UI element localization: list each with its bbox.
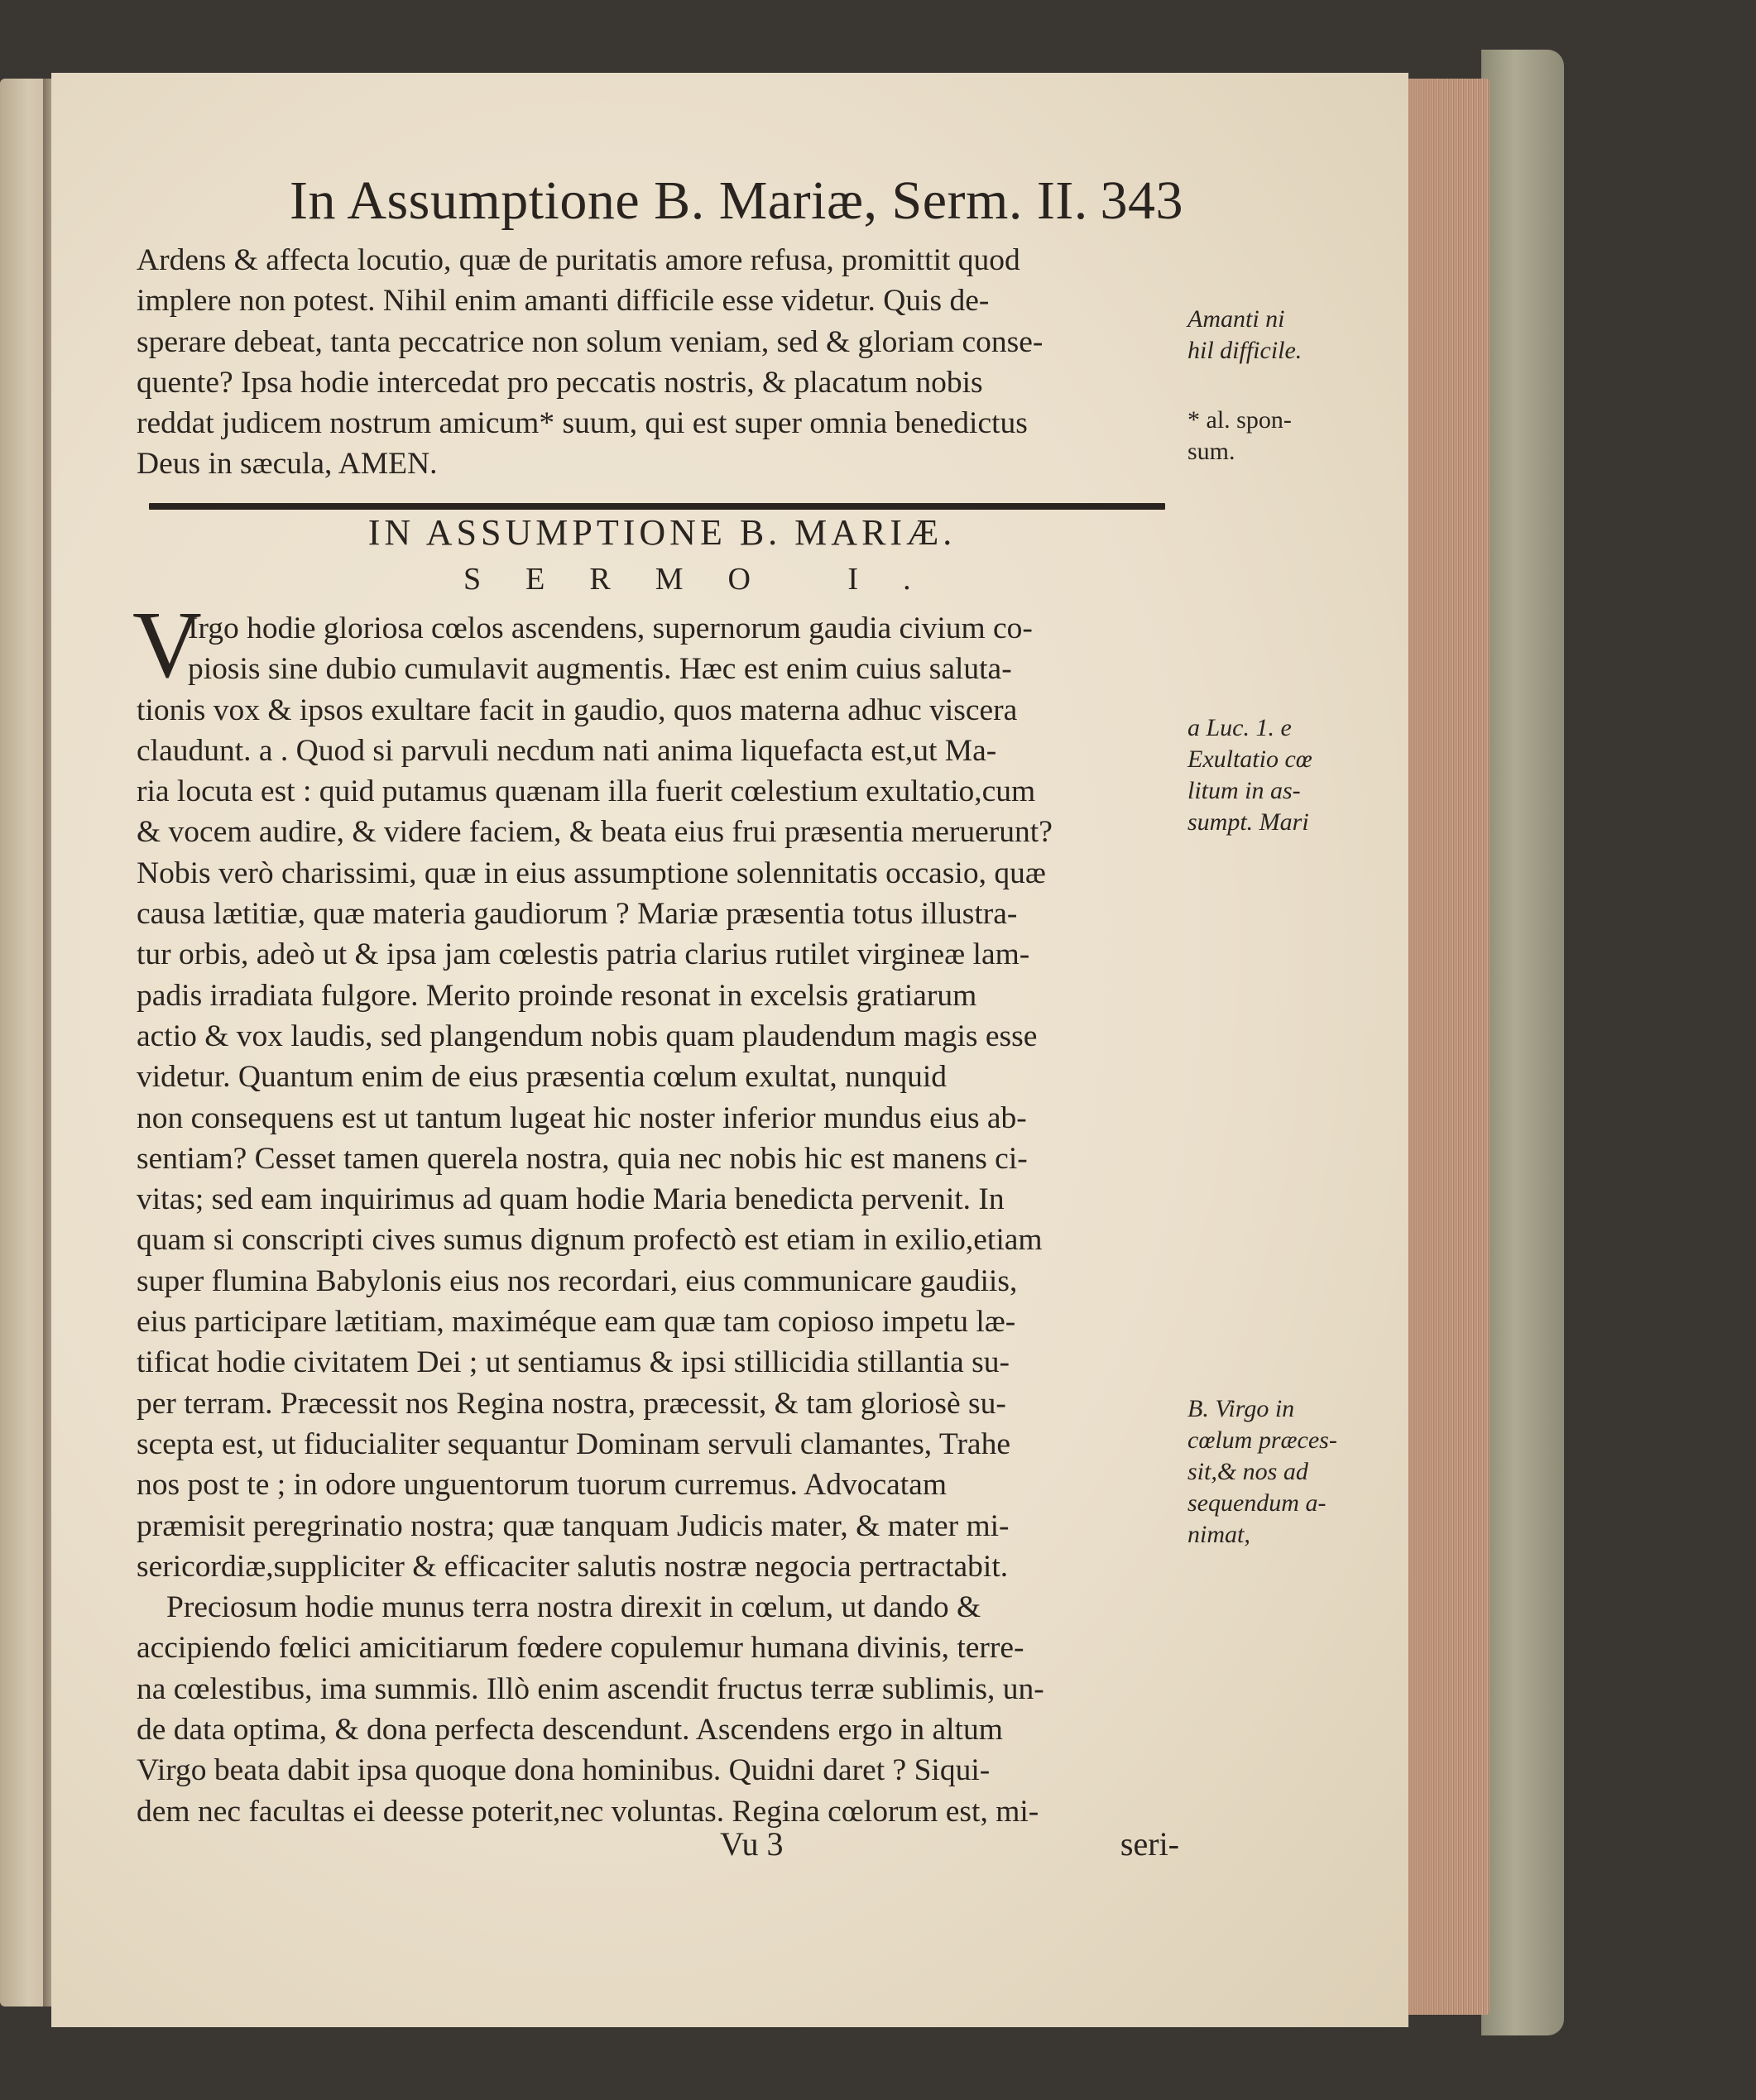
- main-text: [137, 608, 1179, 1832]
- marginal-line: sumpt. Mari: [1187, 808, 1309, 836]
- text-line: eius participare lætitiam, maximéque eam quæ tam copioso impetu læ-: [137, 1305, 1016, 1340]
- text-line: reddat judicem nostrum amicum* suum, qui est super omnia benedictus: [137, 406, 1028, 441]
- marginal-line: * al. spon-: [1187, 406, 1292, 434]
- marginal-line: sum.: [1187, 438, 1235, 465]
- text-line: Nobis verò charissimi, quæ in eius assumptione solennitatis occasio, quæ: [137, 856, 1046, 890]
- text-line: ria locuta est : quid putamus quænam illa fuerit cœlestium exultatio,cum: [137, 774, 1036, 809]
- top-paragraph: [137, 240, 1179, 485]
- marginal-note: [1187, 405, 1353, 468]
- book-cover-edge: [1481, 50, 1564, 2035]
- text-line: super flumina Babylonis eius nos recordari, eius communicare gaudiis,: [137, 1263, 1018, 1298]
- text-line: vitas; sed eam inquirimus ad quam hodie Maria benedicta pervenit. In: [137, 1182, 1005, 1217]
- marginal-note: [1187, 713, 1353, 839]
- text-line: causa lætitiæ, quæ materia gaudiorum ? Mariæ præsentia totus illustra-: [137, 897, 1018, 932]
- drop-cap: V: [132, 592, 202, 698]
- running-title: In Assumptione B. Mariæ, Serm. II.: [290, 170, 1088, 231]
- text-line: Virgo beata dabit ipsa quoque dona hominibus. Quidni daret ? Siqui-: [137, 1753, 991, 1788]
- text-line: actio & vox laudis, sed plangendum nobis quam plaudendum magis esse: [137, 1019, 1038, 1053]
- marginal-line: a Luc. 1. e: [1187, 714, 1292, 741]
- text-line: Ardens & affecta locutio, quæ de puritatis amore refusa, promittit quod: [137, 243, 1020, 277]
- section-title: IN ASSUMPTIONE B. MARIÆ.: [367, 512, 957, 553]
- text-line: sentiam? Cesset tamen querela nostra, quia nec nobis hic est manens ci-: [137, 1141, 1028, 1176]
- marginal-line: nimat,: [1187, 1521, 1250, 1548]
- text-line: accipiendo fœlici amicitiarum fœdere copulemur humana divinis, terre-: [137, 1631, 1024, 1666]
- marginal-line: sequendum a-: [1187, 1489, 1327, 1517]
- text-line: tionis vox & ipsos exultare facit in gaudio, quos materna adhuc viscera: [137, 693, 1018, 727]
- text-line: videtur. Quantum enim de eius præsentia cœlum exultat, nunquid: [137, 1060, 947, 1095]
- signature-mark: Vu 3: [720, 1825, 784, 1863]
- text-line: dem nec facultas ei deesse poterit,nec voluntas. Regina cœlorum est, mi-: [137, 1794, 1039, 1829]
- text-line: claudunt. a . Quod si parvuli necdum nati anima liquefacta est,ut Ma-: [137, 733, 997, 768]
- text-line: tur orbis, adeò ut & ipsa jam cœlestis patria clarius rutilet virgineæ lam-: [137, 937, 1030, 972]
- text-line: padis irradiata fulgore. Merito proinde resonat in excelsis gratiarum: [137, 978, 977, 1013]
- marginal-line: B. Virgo in: [1187, 1395, 1295, 1422]
- text-line: Preciosum hodie munus terra nostra direxit in cœlum, ut dando &: [166, 1590, 981, 1625]
- text-line: præmisit peregrinatio nostra; quæ tanquam Judicis mater, & mater mi-: [137, 1508, 1010, 1543]
- section-rule: [149, 503, 1165, 510]
- text-line: Irgo hodie gloriosa cœlos ascendens, supernorum gaudia civium co-: [188, 611, 1033, 645]
- page-block-edge: [1399, 79, 1490, 2015]
- sermon-heading: SERMO I.: [463, 562, 956, 597]
- text-line: de data optima, & dona perfecta descendunt. Ascendens ergo in altum: [137, 1713, 1003, 1748]
- marginal-line: hil difficile.: [1187, 337, 1303, 364]
- marginal-note: [1187, 1394, 1353, 1551]
- marginal-line: cœlum præces-: [1187, 1426, 1337, 1454]
- catchword: seri-: [1120, 1825, 1179, 1863]
- text-line: & vocem audire, & videre faciem, & beata eius frui præsentia meruerunt?: [137, 815, 1053, 850]
- page-footer: [137, 1824, 1179, 1874]
- text-line: tificat hodie civitatem Dei ; ut sentiamus & ipsi stillicidia stillantia su-: [137, 1345, 1010, 1380]
- text-line: implere non potest. Nihil enim amanti difficile esse videtur. Quis de-: [137, 284, 990, 319]
- page-number: 343: [1100, 170, 1183, 231]
- text-line: quam si conscripti cives sumus dignum profectò est etiam in exilio,etiam: [137, 1223, 1043, 1258]
- text-line: non consequens est ut tantum lugeat hic noster inferior mundus eius ab-: [137, 1100, 1027, 1135]
- marginal-line: Amanti ni: [1187, 305, 1285, 333]
- text-line: Deus in sæcula, AMEN.: [137, 447, 438, 482]
- text-line: quente? Ipsa hodie intercedat pro peccatis nostris, & placatum nobis: [137, 365, 983, 400]
- marginal-line: Exultatio cœ: [1187, 746, 1312, 773]
- running-head: [290, 170, 1183, 244]
- text-line: per terram. Præcessit nos Regina nostra, præcessit, & tam gloriosè su-: [137, 1386, 1006, 1421]
- text-line: scepta est, ut fiducialiter sequantur Dominam servuli clamantes, Trahe: [137, 1426, 1010, 1461]
- text-line: nos post te ; in odore unguentorum tuorum curremus. Advocatam: [137, 1468, 947, 1503]
- marginal-line: sit,& nos ad: [1187, 1458, 1308, 1485]
- marginal-note: [1187, 304, 1353, 367]
- text-line: sericordiæ,suppliciter & efficaciter salutis nostræ negocia pertractabit.: [137, 1549, 1009, 1584]
- left-page-sliver: [0, 79, 48, 2007]
- marginal-line: litum in as-: [1187, 777, 1301, 804]
- text-line: sperare debeat, tanta peccatrice non solum veniam, sed & gloriam conse-: [137, 324, 1044, 359]
- text-line: piosis sine dubio cumulavit augmentis. Hæc est enim cuius saluta-: [188, 652, 1012, 687]
- text-line: na cœlestibus, ima summis. Illò enim ascendit fructus terræ sublimis, un-: [137, 1671, 1044, 1706]
